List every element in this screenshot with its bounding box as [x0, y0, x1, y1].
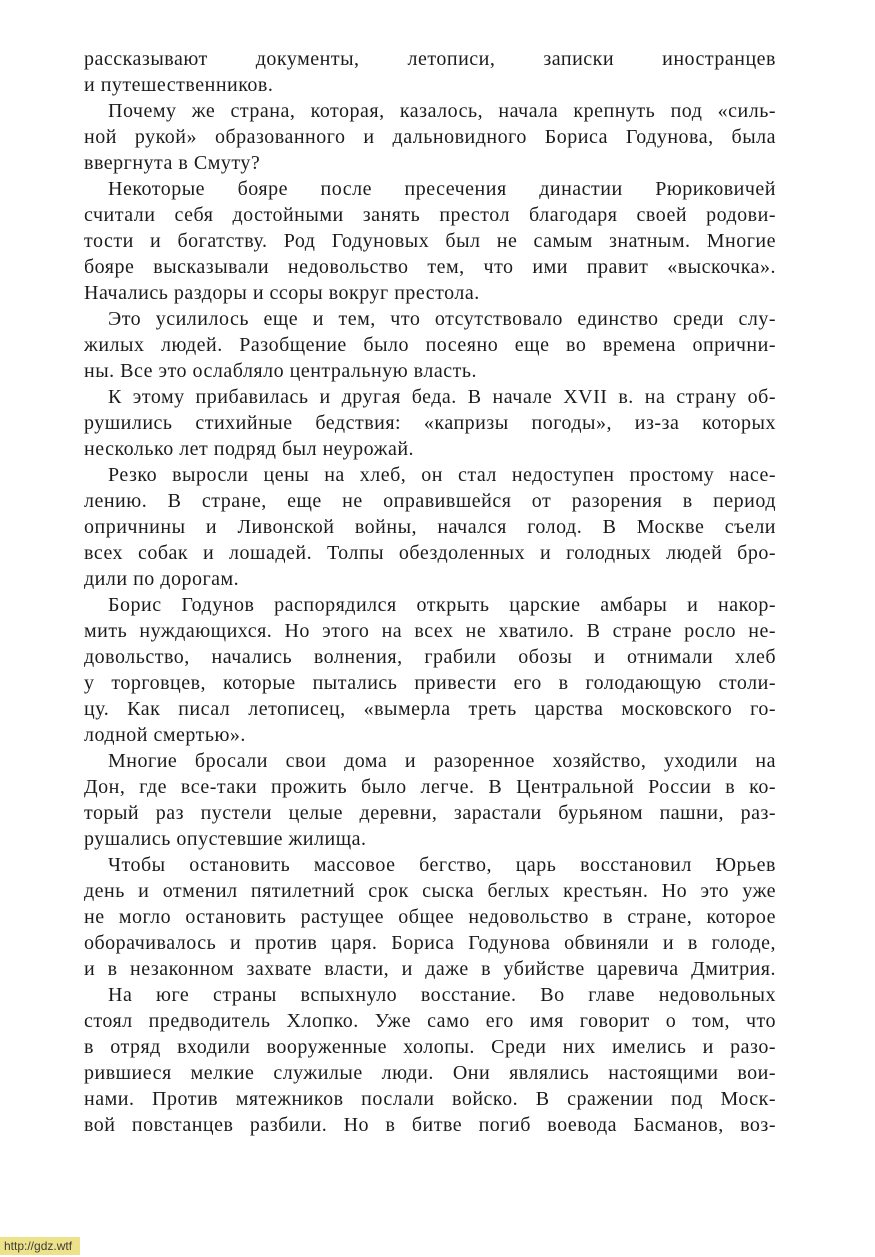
- text-line: лодной смертью».: [84, 724, 246, 746]
- text-line: жилых людей. Разобщение было посеяно еще во времена опрични-: [84, 334, 776, 356]
- text-line: мить нуждающихся. Но этого на всех не хватило. В стране росло не-: [84, 620, 776, 642]
- paragraph: [84, 384, 776, 462]
- text-line: у торговцев, которые пытались привести его в голодающую столи-: [84, 672, 776, 694]
- paragraph: [84, 748, 776, 852]
- text-line: день и отменил пятилетний срок сыска беглых крестьян. Но это уже: [84, 880, 776, 902]
- text-line: не могло остановить растущее общее недовольство в стране, которое: [84, 906, 776, 928]
- paragraph: [84, 592, 776, 748]
- paragraph: [84, 46, 776, 98]
- text-line: бояре высказывали недовольство тем, что ими правит «выскочка».: [84, 256, 776, 278]
- text-line: ввергнута в Смуту?: [84, 152, 261, 174]
- text-line: всех собак и лошадей. Толпы обездоленных и голодных людей бро-: [84, 542, 776, 564]
- text-line: лению. В стране, еще не оправившейся от разорения в период: [84, 490, 776, 512]
- page-text: [84, 46, 776, 1138]
- text-line: Борис Годунов распорядился открыть царские амбары и накор-: [108, 594, 776, 616]
- text-line: считали себя достойными занять престол благодаря своей родови-: [84, 204, 776, 226]
- text-line: К этому прибавилась и другая беда. В начале XVII в. на страну об-: [108, 386, 776, 408]
- text-line: цу. Как писал летописец, «вымерла треть царства московского го-: [84, 698, 776, 720]
- paragraph: [84, 982, 776, 1138]
- text-line: тости и богатству. Род Годуновых был не самым знатным. Многие: [84, 230, 776, 252]
- text-line: Многие бросали свои дома и разоренное хозяйство, уходили на: [108, 750, 776, 772]
- text-line: Некоторые бояре после пресечения династии Рюриковичей: [108, 178, 776, 200]
- text-line: Чтобы остановить массовое бегство, царь восстановил Юрьев: [108, 854, 776, 876]
- watermark-url: http://gdz.wtf: [0, 1237, 80, 1255]
- paragraph: [84, 852, 776, 982]
- text-line: рившиеся мелкие служилые люди. Они являлись настоящими вои-: [84, 1062, 776, 1084]
- text-line: стоял предводитель Хлопко. Уже само его имя говорит о том, что: [84, 1010, 776, 1032]
- paragraph: [84, 306, 776, 384]
- text-line: и путешественников.: [84, 74, 274, 96]
- text-line: Дон, где все-таки прожить было легче. В Центральной России в ко-: [84, 776, 776, 798]
- text-line: Начались раздоры и ссоры вокруг престола.: [84, 282, 480, 304]
- text-line: На юге страны вспыхнуло восстание. Во главе недовольных: [108, 984, 776, 1006]
- text-line: ны. Все это ослабляло центральную власть.: [84, 360, 477, 382]
- paragraph: [84, 98, 776, 176]
- text-line: нами. Против мятежников послали войско. В сражении под Моск-: [84, 1088, 776, 1110]
- text-line: ной рукой» образованного и дальновидного Бориса Годунова, была: [84, 126, 776, 148]
- text-line: Резко выросли цены на хлеб, он стал недоступен простому насе-: [108, 464, 776, 486]
- text-line: рассказывают документы, летописи, записки иностранцев: [84, 48, 776, 70]
- text-line: и в незаконном захвате власти, и даже в убийстве царевича Дмитрия.: [84, 958, 776, 980]
- paragraph: [84, 462, 776, 592]
- text-line: рушались опустевшие жилища.: [84, 828, 367, 850]
- text-line: довольство, начались волнения, грабили обозы и отнимали хлеб: [84, 646, 776, 668]
- text-line: рушились стихийные бедствия: «капризы погоды», из-за которых: [84, 412, 776, 434]
- text-line: Это усилилось еще и тем, что отсутствовало единство среди слу-: [108, 308, 776, 330]
- text-line: вой повстанцев разбили. Но в битве погиб воевода Басманов, воз-: [84, 1114, 776, 1136]
- text-line: дили по дорогам.: [84, 568, 240, 590]
- text-line: торый раз пустели целые деревни, зарастали бурьяном пашни, раз-: [84, 802, 776, 824]
- text-line: опричнины и Ливонской войны, начался голод. В Москве съели: [84, 516, 776, 538]
- text-line: Почему же страна, которая, казалось, начала крепнуть под «силь-: [108, 100, 776, 122]
- text-line: оборачивалось и против царя. Бориса Годунова обвиняли и в голоде,: [84, 932, 776, 954]
- text-line: в отряд входили вооруженные холопы. Среди них имелись и разо-: [84, 1036, 776, 1058]
- paragraph: [84, 176, 776, 306]
- text-line: несколько лет подряд был неурожай.: [84, 438, 415, 460]
